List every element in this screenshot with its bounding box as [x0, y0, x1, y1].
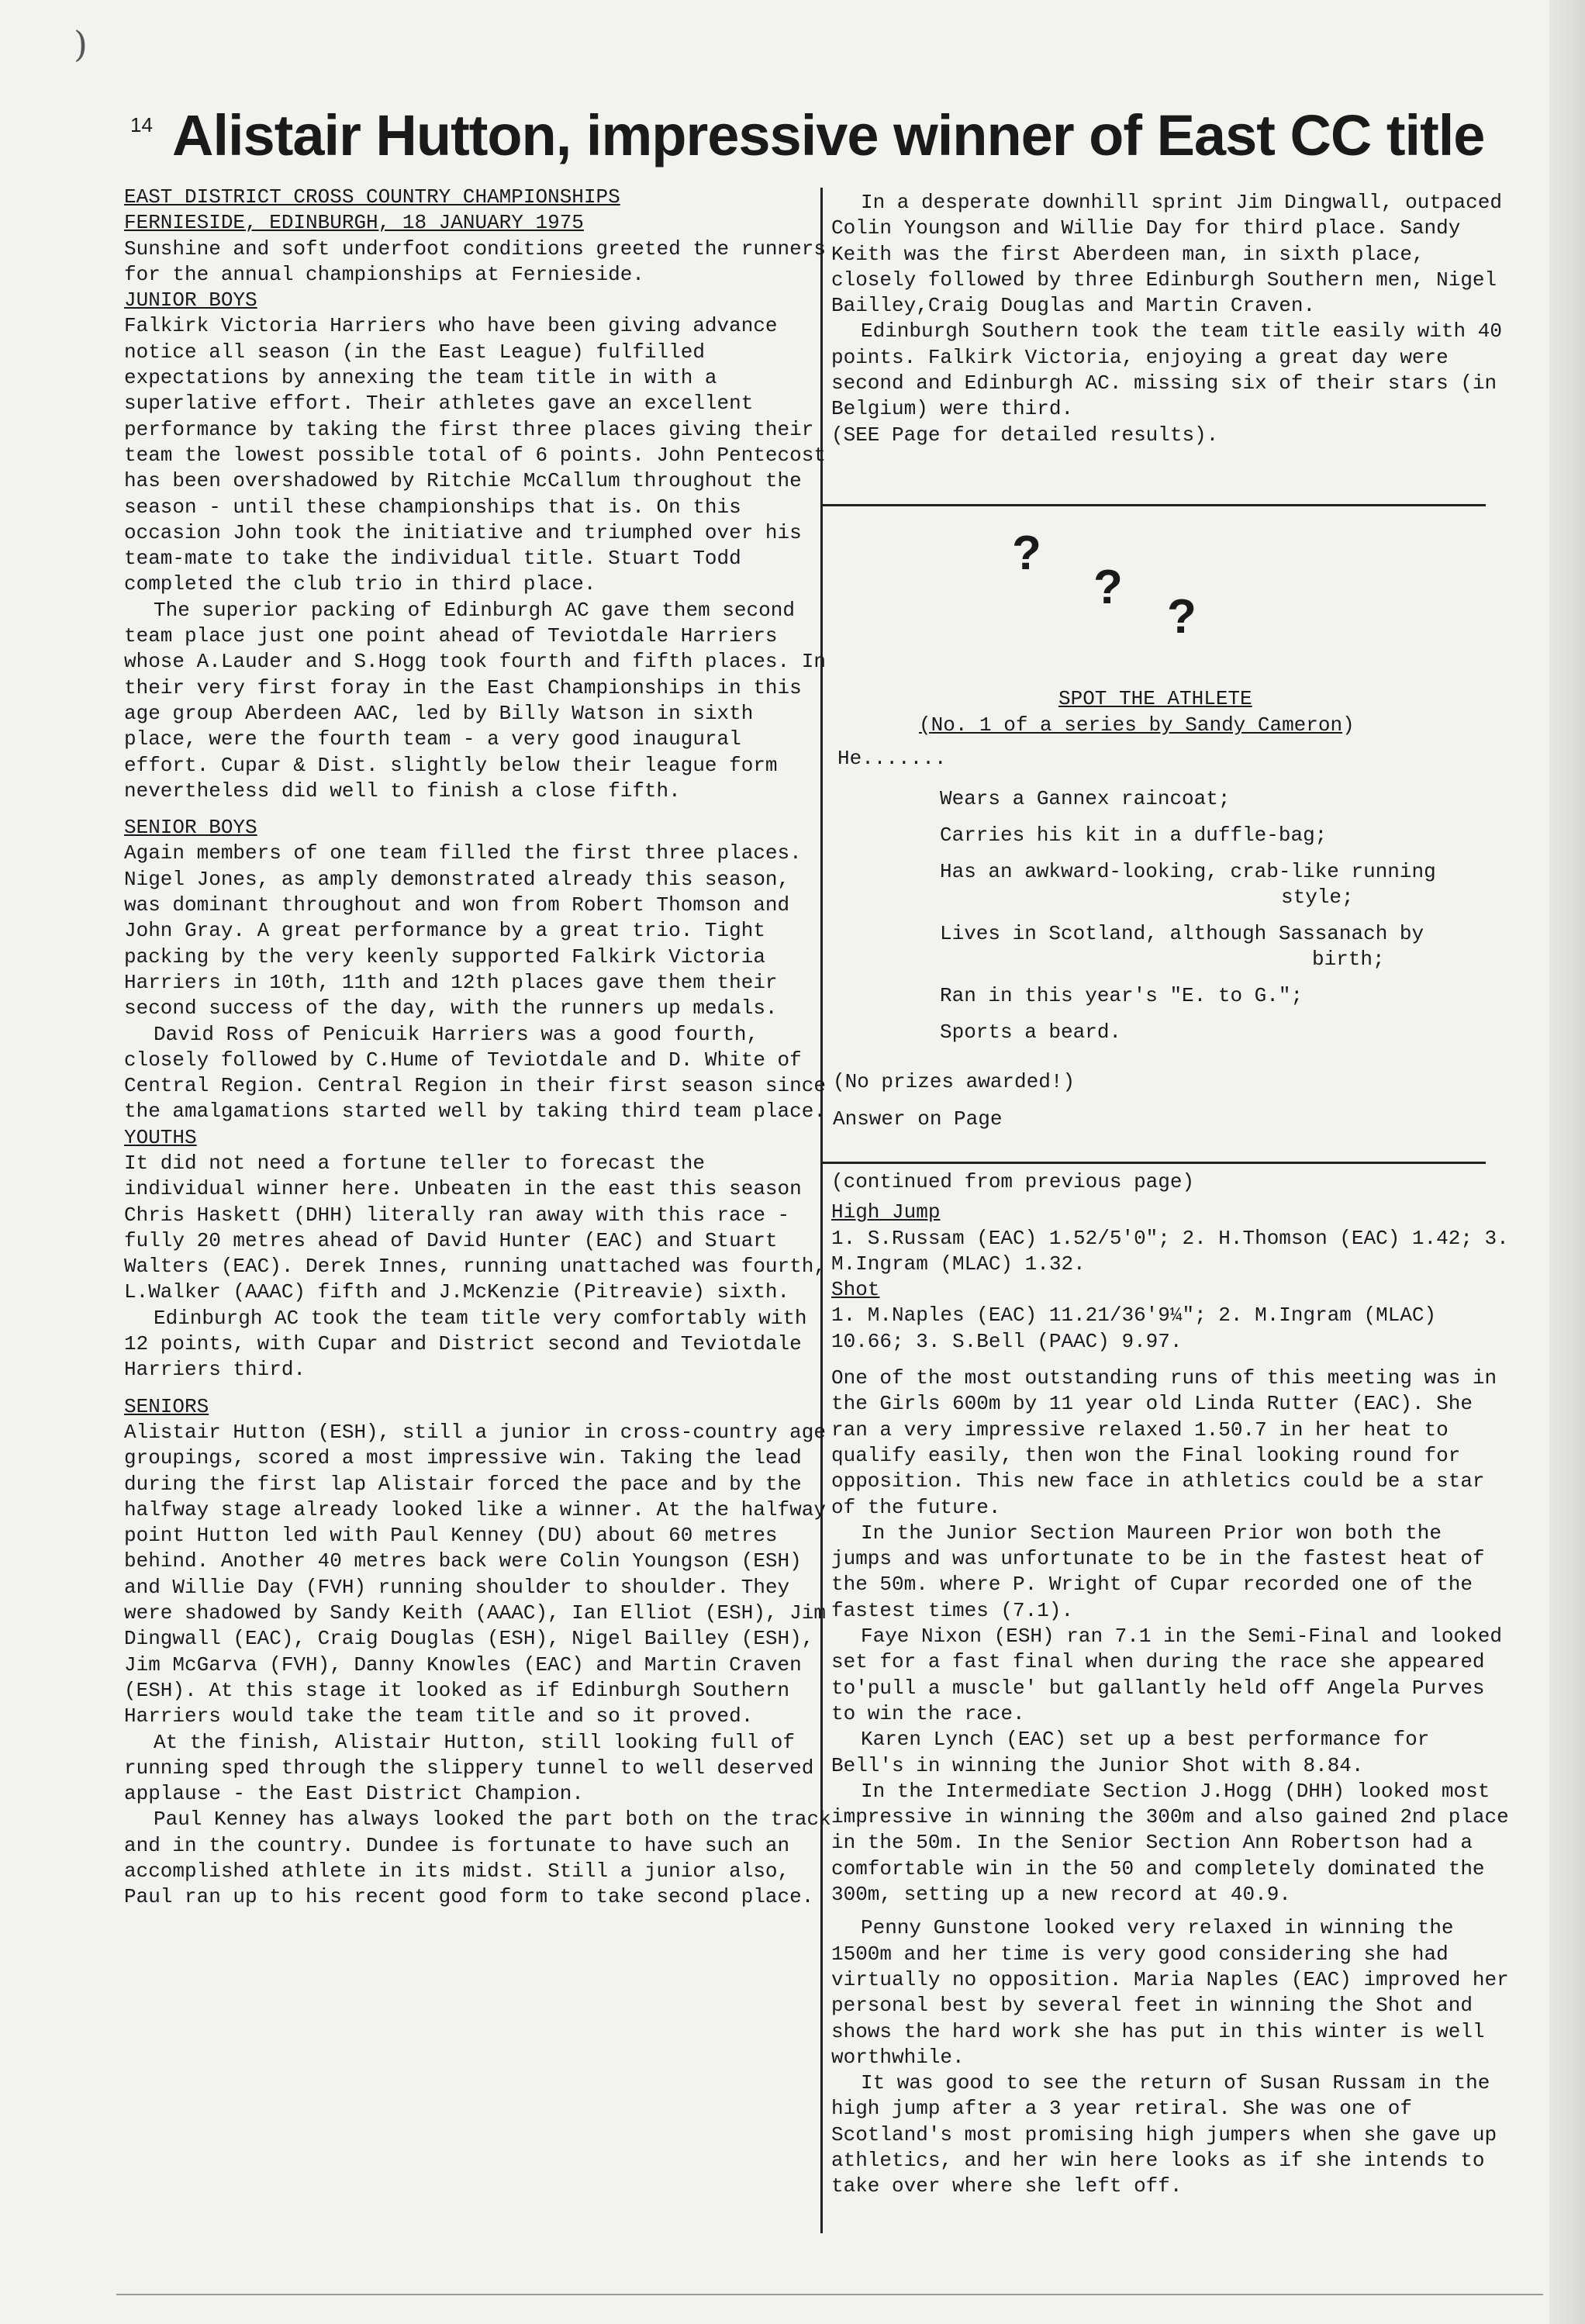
right-bottom-section	[831, 1169, 1514, 2200]
question-mark: ?	[1093, 561, 1123, 614]
senior-boys-heading: SENIOR BOYS	[124, 816, 257, 840]
seniors-paragraph: Alistair Hutton (ESH), still a junior in cross-country age groupings, scored a most impressive win. Taking the lead during the first lap Alistair forced the pace and by the halfway stage already looked like a winner. At the halfway point Hutton led with Paul Kenney (DU) about 60 metres behind. Another 40 metres back were Colin Youngson (ESH) and Willie Day (FVH) running shoulder to shoulder. They were shadowed by Sandy Keith (AAAC), Ian Elliot (ESH), Jim Dingwall (EAC), Craig Douglas (ESH), Nigel Bailley (ESH), Jim McGarva (FVH), Danny Knowles (EAC) and Martin Craven (ESH). At this stage it looked as if Edinburgh Southern Harriers would take the team title and so it proved.	[124, 1420, 826, 1728]
clue-item: Ran in this year's "E. to G.";	[940, 984, 1304, 1007]
section-rule	[822, 1162, 1486, 1164]
continued-note: (continued from previous page)	[831, 1170, 1195, 1193]
junior-boys-heading: JUNIOR BOYS	[124, 288, 257, 313]
clue-item	[940, 921, 1483, 972]
seniors-paragraph: Paul Kenney has always looked the part both on the track and in the country. Dundee is fortunate to have such an accomplished athlete in its midst. Still a junior also, Paul ran up to his recent good form to take second place.	[124, 1808, 831, 1909]
page-bottom-edge	[116, 2294, 1543, 2295]
report-paragraph: It was good to see the return of Susan Russam in the high jump after a 3 year retiral. She was one of Scotland's most promising high jumpers when she gave up athletics, and her win here looks as if she intends to take over where she left off.	[831, 2071, 1497, 2198]
report-paragraph: In the Junior Section Maureen Prior won both the jumps and was unfortunate to be in the fastest heat of the 50m. where P. Wright of Cupar recorded one of the fastest times (7.1).	[831, 1521, 1485, 1622]
shot-results: 1. M.Naples (EAC) 11.21/36'9¼"; 2. M.Ingram (MLAC) 10.66; 3. S.Bell (PAAC) 9.97.	[831, 1304, 1437, 1353]
answer-note: Answer on Page	[833, 1107, 1003, 1131]
clue-item	[940, 859, 1483, 910]
question-mark: ?	[1167, 590, 1197, 644]
subtitle-text: No. 1 of a series by Sandy Cameron	[931, 713, 1343, 737]
senior-boys-paragraph: David Ross of Penicuik Harriers was a good fourth, closely followed by C.Hume of Teviotdale and D. White of Central Region. Central Region in their first season since the amalgamations started well by taking third team place.	[124, 1022, 826, 1124]
headline: Alistair Hutton, impressive winner of East CC title	[172, 103, 1485, 167]
report-paragraph: Karen Lynch (EAC) set up a best performance for Bell's in winning the Junior Shot with 8.84.	[831, 1728, 1430, 1777]
report-paragraph: Faye Nixon (ESH) ran 7.1 in the Semi-Final and looked set for a fast final when during the race she appeared to'pull a muscle' but gallantly held off Angela Purves to win the race.	[831, 1625, 1502, 1725]
seniors-continued-paragraph: In a desperate downhill sprint Jim Dingwall, outpaced Colin Youngson and Willie Day for third place. Sandy Keith was the first Aberdeen man, in sixth place, closely followed by three Edinburgh Southern men, Nigel Bailley,Craig Douglas and Martin Craven.	[831, 191, 1502, 318]
report-paragraph: One of the most outstanding runs of this meeting was in the Girls 600m by 11 year old Linda Rutter (EAC). She ran a very impressive relaxed 1.50.7 in her heat to qualify easily, then won the Final looking round for opposition. This new face in athletics could be a star of the future.	[831, 1366, 1497, 1519]
page-number: 14	[130, 113, 153, 136]
seniors-heading: SENIORS	[124, 1394, 209, 1418]
high-jump-heading: High Jump	[831, 1200, 941, 1224]
high-jump-results: 1. S.Russam (EAC) 1.52/5'0"; 2. H.Thomson (EAC) 1.42; 3. M.Ingram (MLAC) 1.32.	[831, 1226, 1509, 1276]
he-line: He.......	[837, 747, 947, 770]
subtitle-close: )	[1342, 713, 1355, 737]
report-paragraph: Penny Gunstone looked very relaxed in winning the 1500m and her time is very good considering she had virtually no opposition. Maria Naples (EAC) improved her personal best by several feet in winning the Shot and shows the hard work she has put in this winter is well worthwhile.	[831, 1916, 1509, 2069]
junior-boys-paragraph: Falkirk Victoria Harriers who have been giving advance notice all season (in the East League) fulfilled expectations by annexing the team title in with a superlative effort. Their athletes gave an excellent performance by taking the first three places giving their team the lowest possible total of 6 points. John Pentecost has been overshadowed by Ritchie McCallum throughout the season - until these championships that is. On this occasion John took the initiative and triumphed over his team-mate to take the individual title. Stuart Todd completed the club trio in third place.	[124, 314, 826, 596]
subtitle-open: (	[919, 713, 931, 737]
right-top-section	[831, 190, 1514, 448]
youths-paragraph: It did not need a fortune teller to forecast the individual winner here. Unbeaten in the east this season Chris Haskett (DHH) literally ran away with this race - fully 20 metres ahead of David Hunter (EAC) and Stuart Walters (EAC). Derek Innes, running unattached was fourth, L.Walker (AAAC) fifth and J.McKenzie (Pitreavie) sixth.	[124, 1151, 826, 1304]
page-edge-shadow	[1549, 0, 1585, 2324]
event-venue-date: FERNIESIDE, EDINBURGH, 18 JANUARY 1975	[124, 211, 584, 235]
senior-boys-paragraph: Again members of one team filled the first three places. Nigel Jones, as amply demonstrated already this season, was dominant throughout and won from Robert Thomson and John Gray. A great performance by a great trio. Tight packing by the very keenly supported Falkirk Victoria Harriers in 10th, 11th and 12th places gave them their second success of the day, with the runners up medals.	[124, 841, 802, 1020]
left-column	[124, 185, 837, 1911]
report-paragraph: In the Intermediate Section J.Hogg (DHH) looked most impressive in winning the 300m and also gained 2nd place in the 50m. In the Senior Section Ann Robertson had a comfortable win in the 50 and completely dominated the 300m, setting up a new record at 40.9.	[831, 1779, 1509, 1907]
spot-subtitle	[919, 713, 1355, 737]
clue-text: Lives in Scotland, although Sassanach by	[940, 922, 1424, 945]
clue-text-cont: style;	[1281, 886, 1354, 909]
see-page-note: (SEE Page for detailed results).	[831, 423, 1219, 447]
clue-list	[940, 786, 1483, 1056]
clue-item: Sports a beard.	[940, 1020, 1122, 1044]
junior-boys-paragraph: The superior packing of Edinburgh AC gave them second team place just one point ahead of Teviotdale Harriers whose A.Lauder and S.Hogg took fourth and fifth places. In their very first foray in the East Championships in this age group Aberdeen AAC, led by Billy Watson in sixth place, were the fourth team - a very good inaugural effort. Cupar & Dist. slightly below their league form nevertheless did well to finish a close fifth.	[124, 598, 826, 803]
spot-title: SPOT THE ATHLETE	[1058, 687, 1252, 710]
clue-item: Carries his kit in a duffle-bag;	[940, 824, 1328, 847]
clue-item: Wears a Gannex raincoat;	[940, 787, 1231, 810]
event-title: EAST DISTRICT CROSS COUNTRY CHAMPIONSHIPS	[124, 185, 620, 209]
intro-paragraph: Sunshine and soft underfoot conditions greeted the runners for the annual championships at Fernieside.	[124, 237, 826, 286]
clue-text: Has an awkward-looking, crab-like running	[940, 860, 1436, 883]
no-prizes-note: (No prizes awarded!)	[833, 1070, 1076, 1093]
youths-paragraph: Edinburgh AC took the team title very comfortably with 12 points, with Cupar and District second and Teviotdale Harriers third.	[124, 1306, 807, 1382]
clue-text-cont: birth;	[1312, 948, 1385, 971]
margin-mark: )	[74, 23, 88, 65]
section-rule	[822, 504, 1486, 506]
question-mark: ?	[1012, 527, 1041, 580]
seniors-paragraph: At the finish, Alistair Hutton, still looking full of running sped through the slippery tunnel to well deserved applause - the East District Champion.	[124, 1730, 814, 1806]
youths-heading: YOUTHS	[124, 1125, 197, 1149]
shot-heading: Shot	[831, 1278, 880, 1302]
seniors-team-paragraph: Edinburgh Southern took the team title easily with 40 points. Falkirk Victoria, enjoying a great day were second and Edinburgh AC. missing six of their stars (in Belgium) were third.	[831, 319, 1502, 421]
